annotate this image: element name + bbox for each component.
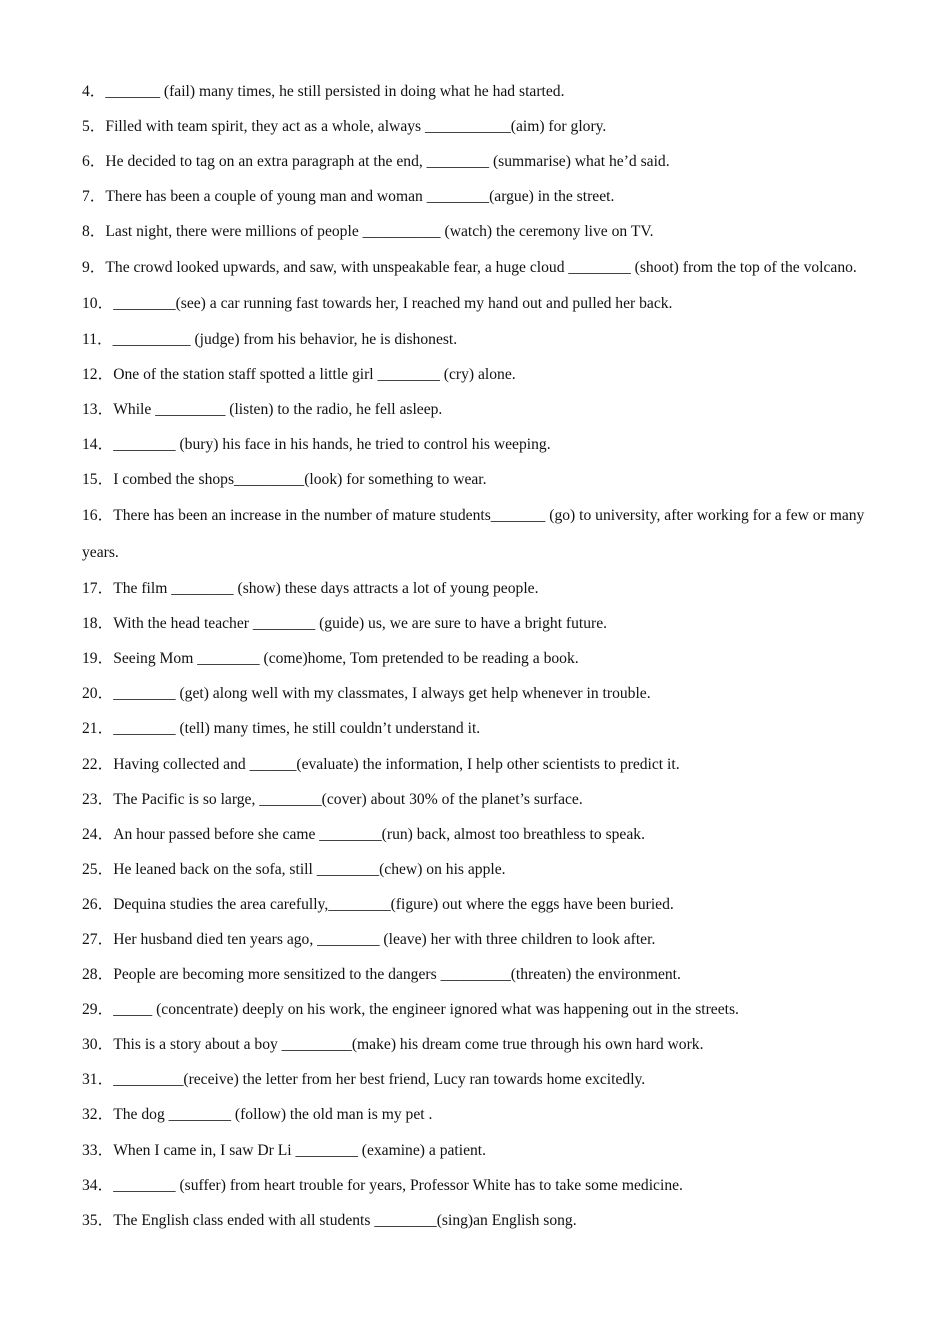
item-number: 13． xyxy=(82,400,114,418)
item-number: 6． xyxy=(82,153,106,171)
item-text: Seeing Mom ________ (come)home, Tom pretended to be reading a book. xyxy=(113,650,579,668)
item-number: 33． xyxy=(82,1141,114,1159)
list-item xyxy=(82,144,872,179)
item-number: 22． xyxy=(82,755,114,773)
item-number: 5． xyxy=(82,118,106,136)
item-number: 27． xyxy=(82,930,114,948)
list-item xyxy=(82,214,872,249)
item-number: 29． xyxy=(82,1001,114,1019)
item-number: 15． xyxy=(82,470,114,488)
item-text: One of the station staff spotted a little girl ________ (cry) alone. xyxy=(113,365,516,383)
item-text: With the head teacher ________ (guide) us, we are sure to have a bright future. xyxy=(113,615,608,633)
item-number: 28． xyxy=(82,966,114,984)
list-item xyxy=(82,571,872,606)
list-item xyxy=(82,1027,872,1062)
item-text: Last night, there were millions of people __________ (watch) the ceremony live on TV. xyxy=(105,223,654,241)
list-item xyxy=(82,322,872,357)
item-number: 9． xyxy=(82,259,106,277)
item-number: 7． xyxy=(82,188,106,206)
list-item xyxy=(82,1097,872,1132)
item-number: 20． xyxy=(82,685,114,703)
list-item xyxy=(82,676,872,711)
list-item xyxy=(82,641,872,676)
item-number: 26． xyxy=(82,895,114,913)
item-text: This is a story about a boy _________(make) his dream come true through his own hard work. xyxy=(113,1036,704,1054)
list-item xyxy=(82,852,872,887)
list-item xyxy=(82,74,872,109)
item-number: 35． xyxy=(82,1211,114,1229)
item-number: 11． xyxy=(82,330,113,348)
list-item xyxy=(82,711,872,746)
item-number: 8． xyxy=(82,223,106,241)
list-item xyxy=(82,817,872,852)
item-text: There has been a couple of young man and woman ________(argue) in the street. xyxy=(105,188,615,206)
list-item xyxy=(82,179,872,214)
item-text: __________ (judge) from his behavior, he is dishonest. xyxy=(112,330,458,348)
item-text: Having collected and ______(evaluate) the information, I help other scientists to predict it. xyxy=(113,755,680,773)
list-item xyxy=(82,922,872,957)
item-number: 17． xyxy=(82,580,114,598)
list-item xyxy=(82,427,872,462)
item-text: ________(see) a car running fast towards her, I reached my hand out and pulled her back. xyxy=(113,295,673,313)
item-text: People are becoming more sensitized to the dangers _________(threaten) the environment. xyxy=(113,966,681,984)
item-text: Filled with team spirit, they act as a whole, always ___________(aim) for glory. xyxy=(105,118,607,136)
item-number: 31． xyxy=(82,1071,114,1089)
item-text: The film ________ (show) these days attracts a lot of young people. xyxy=(113,580,539,598)
list-item xyxy=(82,992,872,1027)
item-number: 21． xyxy=(82,720,114,738)
item-text: The crowd looked upwards, and saw, with unspeakable fear, a huge cloud ________ (shoot) from the top of the volcano. xyxy=(105,259,857,277)
item-text: I combed the shops_________(look) for something to wear. xyxy=(113,470,487,488)
list-item xyxy=(82,497,872,571)
item-number: 4． xyxy=(82,83,106,100)
item-text: The dog ________ (follow) the old man is my pet . xyxy=(113,1106,433,1124)
item-text: An hour passed before she came ________(run) back, almost too breathless to speak. xyxy=(113,825,645,843)
list-item xyxy=(82,887,872,922)
item-text: The Pacific is so large, ________(cover) about 30% of the planet’s surface. xyxy=(113,790,583,808)
item-number: 25． xyxy=(82,860,114,878)
list-item xyxy=(82,286,872,321)
item-number: 12． xyxy=(82,365,114,383)
list-item xyxy=(82,606,872,641)
exercise-list xyxy=(82,74,872,1238)
item-number: 30． xyxy=(82,1036,114,1054)
item-text: He decided to tag on an extra paragraph at the end, ________ (summarise) what he’d said. xyxy=(105,153,670,171)
item-number: 16． xyxy=(82,507,114,525)
list-item xyxy=(82,957,872,992)
item-text: ________ (suffer) from heart trouble for years, Professor White has to take some medicine. xyxy=(113,1176,683,1194)
list-item xyxy=(82,109,872,144)
list-item xyxy=(82,747,872,782)
list-item xyxy=(82,782,872,817)
list-item xyxy=(82,1203,872,1238)
item-text: Her husband died ten years ago, ________ (leave) her with three children to look after. xyxy=(113,930,656,948)
item-text: He leaned back on the sofa, still ________(chew) on his apple. xyxy=(113,860,506,878)
item-number: 32． xyxy=(82,1106,114,1124)
list-item xyxy=(82,462,872,497)
item-text: The English class ended with all students ________(sing)an English song. xyxy=(113,1211,577,1229)
item-text: When I came in, I saw Dr Li ________ (examine) a patient. xyxy=(113,1141,487,1159)
item-text: ________ (bury) his face in his hands, he tried to control his weeping. xyxy=(113,435,551,453)
item-text: _________(receive) the letter from her best friend, Lucy ran towards home excitedly. xyxy=(113,1071,646,1089)
list-item xyxy=(82,357,872,392)
item-text: _____ (concentrate) deeply on his work, the engineer ignored what was happening out in the streets. xyxy=(113,1001,739,1019)
item-text: _______ (fail) many times, he still persisted in doing what he had started. xyxy=(105,83,565,100)
item-text: Dequina studies the area carefully,________(figure) out where the eggs have been buried. xyxy=(113,895,674,913)
list-item xyxy=(82,1168,872,1203)
item-number: 18． xyxy=(82,615,114,633)
item-text: ________ (get) along well with my classmates, I always get help whenever in trouble. xyxy=(113,685,651,703)
item-number: 34． xyxy=(82,1176,114,1194)
item-text: There has been an increase in the number of mature students_______ (go) to university, after working for a few or many years. xyxy=(82,507,865,562)
list-item xyxy=(82,1133,872,1168)
item-number: 14． xyxy=(82,435,114,453)
item-text: While _________ (listen) to the radio, he fell asleep. xyxy=(113,400,443,418)
item-number: 24． xyxy=(82,825,114,843)
list-item xyxy=(82,1062,872,1097)
list-item xyxy=(82,249,872,286)
list-item xyxy=(82,392,872,427)
item-number: 23． xyxy=(82,790,114,808)
item-text: ________ (tell) many times, he still couldn’t understand it. xyxy=(113,720,481,738)
item-number: 19． xyxy=(82,650,114,668)
item-number: 10． xyxy=(82,295,114,313)
